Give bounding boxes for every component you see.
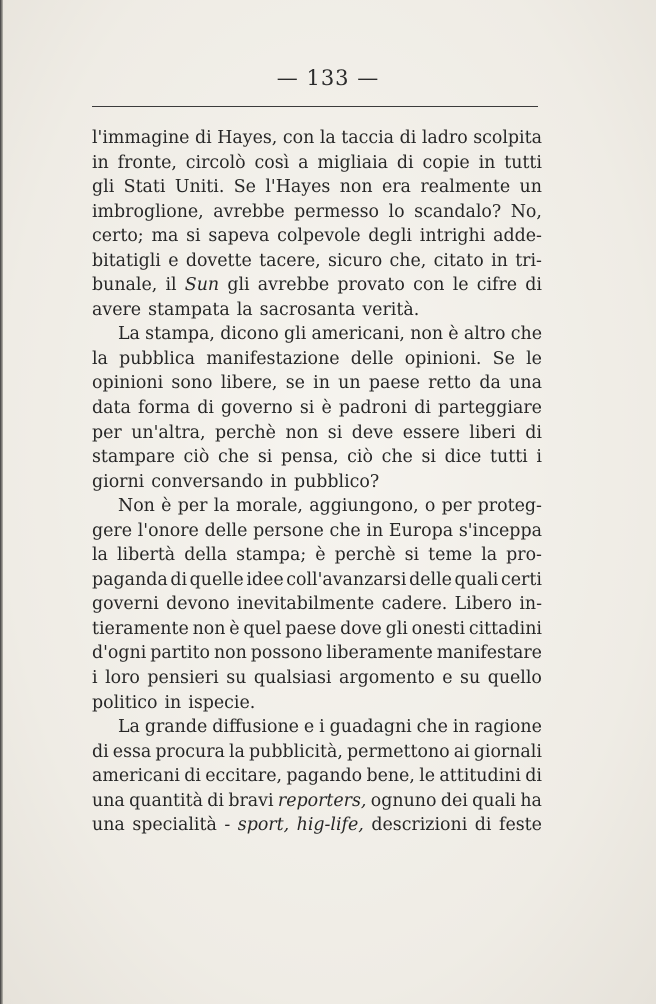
word: scandalo?	[414, 201, 502, 222]
word: No,	[510, 201, 542, 222]
word: stampata	[148, 299, 230, 320]
word: pro-	[506, 545, 542, 566]
word: forma	[137, 398, 191, 419]
word: adde-	[493, 226, 542, 247]
word: una	[509, 373, 542, 394]
text-line	[92, 273, 542, 298]
body-text	[92, 126, 542, 838]
word: bunale,	[92, 275, 158, 296]
word: pagando	[286, 766, 363, 787]
word: dice	[444, 447, 482, 468]
word: partito	[150, 643, 211, 664]
word: non	[213, 643, 247, 664]
word: perchè	[334, 545, 396, 566]
word: se	[285, 373, 305, 394]
word: manifestare	[436, 643, 542, 664]
word: pensa,	[281, 447, 339, 468]
word: le	[452, 275, 469, 296]
word: morale,	[235, 496, 303, 517]
word: o	[424, 496, 436, 517]
word: di	[92, 741, 109, 762]
word: e	[442, 668, 453, 689]
text-line	[92, 224, 542, 249]
text-line	[92, 592, 542, 617]
text-line	[92, 617, 542, 642]
word: in-	[519, 594, 542, 615]
text-line	[92, 789, 542, 814]
text-line	[92, 543, 542, 568]
word: aggiungono,	[309, 496, 419, 517]
word: sicuro	[328, 250, 383, 271]
word: era	[381, 177, 411, 198]
word: e	[168, 250, 179, 271]
word: quello	[487, 668, 542, 689]
word: migliaia	[317, 152, 388, 173]
word: l'immagine	[92, 128, 190, 148]
word: ispecie.	[188, 692, 256, 713]
word: per	[92, 422, 122, 443]
word: gli	[92, 177, 115, 198]
word: tieramente	[92, 618, 189, 639]
word: di	[414, 398, 431, 419]
word: possono	[250, 643, 323, 664]
word: bitatigli	[92, 250, 161, 271]
word: che	[329, 520, 361, 541]
word: fronte,	[117, 152, 177, 173]
word: padroni	[338, 398, 408, 419]
word: è	[161, 496, 172, 517]
word: delle	[350, 348, 394, 369]
word: la	[213, 496, 230, 517]
word: scolpita	[473, 128, 542, 148]
word: pubblicità,	[249, 741, 343, 762]
word: l'onore	[137, 520, 199, 541]
word: di	[194, 128, 212, 148]
word: ciò	[347, 447, 373, 468]
word: si	[299, 398, 315, 419]
word: imbroglione,	[92, 201, 204, 222]
word: di	[525, 766, 542, 787]
text-line	[92, 175, 542, 200]
word: descrizioni	[371, 815, 468, 836]
word: si	[327, 422, 343, 443]
word: ognuno	[370, 790, 437, 811]
word: deve	[351, 422, 394, 443]
word: tutti	[504, 152, 542, 173]
word: Stati	[123, 177, 166, 198]
text-line	[92, 298, 542, 323]
word: stampa,	[145, 324, 215, 345]
word: bravi	[228, 790, 274, 811]
word: tutti	[490, 447, 528, 468]
word: qualsiasi	[253, 668, 332, 689]
word: Hayes,	[217, 128, 278, 148]
word: il	[165, 275, 177, 296]
word: non	[339, 177, 373, 198]
word: teme	[428, 545, 473, 566]
word: stampare	[92, 447, 175, 468]
word: in	[270, 471, 287, 492]
word: governi	[92, 594, 159, 615]
word: manifestazione	[206, 348, 340, 369]
word: tacere,	[259, 250, 321, 271]
word: in	[366, 520, 384, 541]
word: ma	[151, 226, 179, 247]
word: circolò	[185, 152, 246, 173]
word: in	[491, 250, 508, 271]
word: onesti	[411, 618, 466, 639]
word: di	[207, 790, 224, 811]
text-line	[92, 322, 542, 347]
word: intrighi	[419, 226, 486, 247]
text-line	[92, 641, 542, 666]
word: paese	[285, 618, 337, 639]
word: di	[525, 422, 542, 443]
text-line	[92, 371, 542, 396]
word: con	[282, 128, 315, 148]
word: liberamente	[326, 643, 433, 664]
word: ladro	[421, 128, 468, 148]
word: la	[92, 545, 108, 566]
word: pensieri	[147, 668, 219, 689]
word: argomento	[338, 668, 435, 689]
word: stampa;	[236, 545, 307, 566]
word: un	[519, 177, 542, 198]
word: procura	[155, 741, 225, 762]
word: persone	[253, 520, 324, 541]
word: i	[536, 447, 542, 468]
word: la	[481, 545, 498, 566]
word: politico	[92, 692, 158, 713]
word: americani,	[311, 324, 405, 345]
word: paganda	[92, 569, 168, 590]
word: inevitabilmente	[236, 594, 375, 615]
word: la	[319, 128, 336, 148]
text-line	[92, 691, 542, 716]
word: in	[313, 373, 330, 394]
word: coll'avanzarsi	[286, 569, 407, 590]
word: con	[413, 275, 445, 296]
text-line	[92, 568, 542, 593]
word: in	[92, 152, 109, 173]
word: dicono	[220, 324, 279, 345]
word: La	[118, 324, 140, 345]
word: che	[381, 447, 413, 468]
word: libere,	[220, 373, 278, 394]
word: d'ogni	[92, 643, 147, 664]
word: di	[525, 275, 542, 296]
word: i	[319, 717, 325, 738]
word: data	[92, 398, 131, 419]
word: avrebbe	[257, 275, 330, 296]
word: ragione	[474, 717, 542, 738]
word: colpevole	[277, 226, 361, 247]
word: la	[92, 348, 108, 369]
word: sport,	[237, 815, 290, 836]
word: gli	[385, 618, 408, 639]
word: altro	[463, 324, 506, 345]
text-line	[92, 715, 542, 740]
word: permesso	[294, 201, 379, 222]
word: paese	[368, 373, 420, 394]
word: tri-	[515, 250, 542, 271]
word: taccia	[341, 128, 395, 148]
text-line	[92, 764, 542, 789]
word: opinioni	[92, 373, 164, 394]
word: eccitare,	[205, 766, 283, 787]
word: quelle	[189, 569, 244, 590]
word: feste	[499, 815, 542, 836]
word: gli	[227, 275, 250, 296]
word: si	[257, 447, 273, 468]
word: su	[226, 668, 247, 689]
word: diffusione	[212, 717, 299, 738]
word: quali	[454, 569, 499, 590]
text-line	[92, 470, 542, 495]
text-line	[92, 396, 542, 421]
word: avere	[92, 299, 142, 320]
word: bene,	[366, 766, 415, 787]
word: che	[217, 447, 250, 468]
word: si	[421, 447, 436, 468]
word: per	[441, 496, 472, 517]
text-line	[92, 347, 542, 372]
word: libertà	[116, 545, 176, 566]
word: dovette	[185, 250, 252, 271]
word: sapeva	[208, 226, 270, 247]
word: pubblica	[119, 348, 195, 369]
text-line	[92, 151, 542, 176]
text-line	[92, 494, 542, 519]
word: certi	[501, 569, 542, 590]
text-line	[92, 200, 542, 225]
word: s'inceppa	[458, 520, 542, 541]
word: ciò	[183, 447, 210, 468]
word: opinioni.	[404, 348, 482, 369]
word: è	[229, 618, 240, 639]
word: Uniti.	[174, 177, 225, 198]
word: di	[474, 815, 492, 836]
text-line	[92, 126, 542, 151]
word: in	[164, 692, 182, 713]
word: reporters,	[277, 790, 367, 811]
word: Non	[118, 496, 155, 517]
word: su	[460, 668, 481, 689]
word: si	[404, 545, 420, 566]
word: a	[298, 152, 309, 173]
word: l'Hayes	[265, 177, 331, 198]
word: specialità	[132, 815, 217, 836]
word: di	[184, 766, 201, 787]
word: la	[229, 741, 245, 762]
word: dove	[340, 618, 382, 639]
page-binding-edge	[0, 0, 3, 1004]
word: perchè	[215, 422, 276, 443]
word: di	[197, 398, 214, 419]
word: pubblico?	[293, 471, 380, 492]
word: è	[321, 398, 332, 419]
word: lo	[388, 201, 405, 222]
word: degli	[368, 226, 412, 247]
word: cittadini	[468, 618, 542, 639]
text-line	[92, 421, 542, 446]
text-line	[92, 519, 542, 544]
word: realmente	[420, 177, 511, 198]
word: che	[510, 324, 542, 345]
text-line	[92, 445, 542, 470]
word: quel	[243, 618, 282, 639]
word: non	[285, 422, 319, 443]
word: provato	[337, 275, 405, 296]
word: gere	[92, 520, 133, 541]
word: le	[526, 348, 542, 369]
word: che	[416, 717, 448, 738]
text-line	[92, 666, 542, 691]
word: i	[92, 668, 98, 689]
word: governo	[221, 398, 293, 419]
word: conversando	[151, 471, 264, 492]
header-rule	[92, 106, 538, 107]
word: così	[254, 152, 290, 173]
word: di	[170, 569, 188, 590]
word: non	[192, 618, 226, 639]
word: -	[224, 815, 231, 836]
word: sono	[171, 373, 213, 394]
word: giornali	[473, 741, 542, 762]
word: Libero	[454, 594, 512, 615]
word: quali	[472, 790, 516, 811]
word: le	[419, 766, 436, 787]
word: gli	[284, 324, 307, 345]
word: hig-life,	[296, 815, 364, 836]
word: non	[410, 324, 444, 345]
word: permettono	[347, 741, 450, 762]
word: di	[399, 128, 417, 148]
text-line	[92, 813, 542, 838]
word: citato	[433, 250, 484, 271]
word: è	[315, 545, 326, 566]
word: devono	[166, 594, 230, 615]
word: ha	[520, 790, 542, 811]
word: retto	[428, 373, 472, 394]
word: idee	[246, 569, 284, 590]
word: una	[92, 790, 125, 811]
word: di	[396, 152, 414, 173]
word: Sun	[184, 275, 220, 296]
word: si	[186, 226, 201, 247]
word: verità.	[362, 299, 420, 320]
word: della	[184, 545, 228, 566]
word: un'altra,	[131, 422, 206, 443]
word: cadere.	[381, 594, 448, 615]
word: la	[236, 299, 253, 320]
word: Europa	[388, 520, 454, 541]
word: copie	[422, 152, 470, 173]
text-line	[92, 740, 542, 765]
word: Se	[233, 177, 256, 198]
word: per	[177, 496, 208, 517]
word: liberi	[469, 422, 516, 443]
word: dei	[440, 790, 468, 811]
page-number-header: — 133 —	[276, 66, 380, 90]
word: è	[448, 324, 459, 345]
word: quantità	[129, 790, 203, 811]
word: da	[479, 373, 501, 394]
word: ai	[453, 741, 470, 762]
word: certo;	[92, 226, 144, 247]
word: Se	[492, 348, 515, 369]
word: che,	[389, 250, 427, 271]
word: parteggiare	[438, 398, 542, 419]
word: e	[303, 717, 315, 738]
word: grande	[144, 717, 208, 738]
word: attitudini	[439, 766, 521, 787]
word: in	[452, 717, 470, 738]
word: loro	[105, 668, 140, 689]
word: essa	[112, 741, 152, 762]
word: La	[118, 717, 140, 738]
text-line	[92, 249, 542, 274]
word: proteg-	[477, 496, 542, 517]
word: in	[478, 152, 496, 173]
word: americani	[92, 766, 180, 787]
word: un	[338, 373, 361, 394]
word: essere	[402, 422, 460, 443]
word: giorni	[92, 471, 145, 492]
word: una	[92, 815, 125, 836]
word: guadagni	[329, 717, 412, 738]
word: avrebbe	[213, 201, 285, 222]
word: delle	[409, 569, 452, 590]
word: sacrosanta	[259, 299, 356, 320]
word: delle	[204, 520, 248, 541]
word: cifre	[476, 275, 518, 296]
